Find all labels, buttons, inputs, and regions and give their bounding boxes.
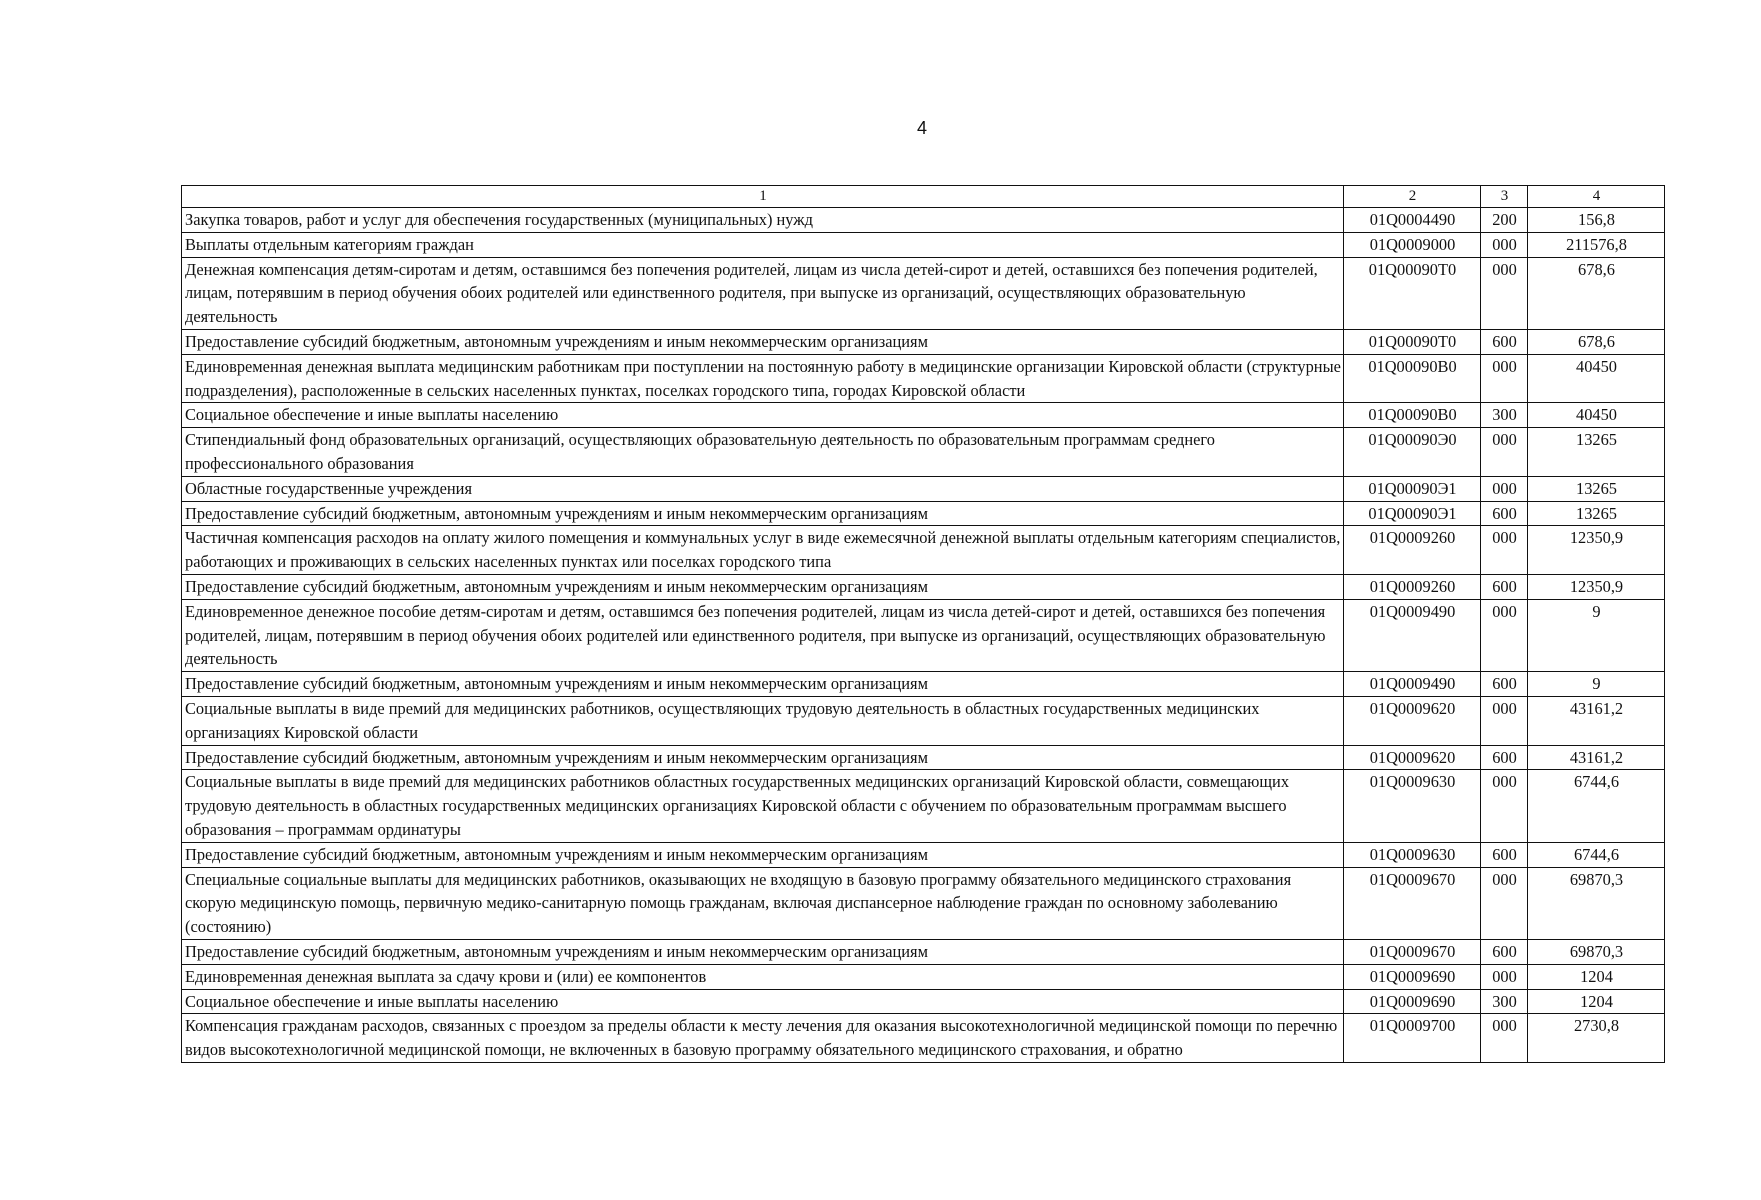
header-col-3: 3 <box>1481 186 1528 208</box>
table-row <box>182 354 1665 403</box>
item-name-cell: Социальные выплаты в виде премий для медицинских работников, осуществляющих трудовую деятельность в областных государственных медицинских организациях Кировской области <box>182 696 1344 745</box>
target-code-cell: 01Q0004490 <box>1344 208 1481 233</box>
amount-cell: 12350,9 <box>1528 526 1665 575</box>
item-name-cell: Предоставление субсидий бюджетным, автономным учреждениям и иным некоммерческим организациям <box>182 745 1344 770</box>
item-name-cell: Социальное обеспечение и иные выплаты населению <box>182 403 1344 428</box>
expense-type-cell: 000 <box>1481 257 1528 329</box>
target-code-cell: 01Q00090B0 <box>1344 354 1481 403</box>
table-row <box>182 403 1665 428</box>
item-name-cell: Единовременная денежная выплата медицинским работникам при поступлении на постоянную работу в медицинские организации Кировской области (структурные подразделения), расположенные в сельских населенных пунктах, поселках городского типа, городах Кировской области <box>182 354 1344 403</box>
table-row <box>182 501 1665 526</box>
amount-cell: 6744,6 <box>1528 770 1665 842</box>
amount-cell: 13265 <box>1528 428 1665 477</box>
target-code-cell: 01Q0009630 <box>1344 842 1481 867</box>
amount-cell: 12350,9 <box>1528 574 1665 599</box>
amount-cell: 211576,8 <box>1528 232 1665 257</box>
item-name-cell: Компенсация гражданам расходов, связанных с проездом за пределы области к месту лечения для оказания высокотехнологичной медицинской помощи по перечню видов высокотехнологичной медицинской помощи, не включенных в базовую программу обязательного медицинского страхования, и обратно <box>182 1014 1344 1063</box>
expense-type-cell: 600 <box>1481 745 1528 770</box>
item-name-cell: Предоставление субсидий бюджетным, автономным учреждениям и иным некоммерческим организациям <box>182 672 1344 697</box>
expense-type-cell: 300 <box>1481 989 1528 1014</box>
amount-cell: 156,8 <box>1528 208 1665 233</box>
table-row <box>182 696 1665 745</box>
amount-cell: 1204 <box>1528 964 1665 989</box>
item-name-cell: Частичная компенсация расходов на оплату жилого помещения и коммунальных услуг в виде ежемесячной денежной выплаты отдельным категориям специалистов, работающих и проживающих в сельских населенных пунктах или поселках городского типа <box>182 526 1344 575</box>
page-number: 4 <box>916 118 927 138</box>
item-name-cell: Единовременное денежное пособие детям-сиротам и детям, оставшимся без попечения родителей, лицам из числа детей-сирот и детей, оставшихся без попечения родителей, лицам, потерявшим в период обучения обоих родителей или единственного родителя, при выпуске из организаций, осуществляющих образовательную деятельность <box>182 599 1344 671</box>
target-code-cell: 01Q00090T0 <box>1344 257 1481 329</box>
amount-cell: 2730,8 <box>1528 1014 1665 1063</box>
table-row <box>182 208 1665 233</box>
header-col-2: 2 <box>1344 186 1481 208</box>
expense-type-cell: 600 <box>1481 329 1528 354</box>
table-row <box>182 842 1665 867</box>
item-name-cell: Предоставление субсидий бюджетным, автономным учреждениям и иным некоммерческим организациям <box>182 574 1344 599</box>
header-col-1: 1 <box>182 186 1344 208</box>
amount-cell: 69870,3 <box>1528 867 1665 939</box>
amount-cell: 1204 <box>1528 989 1665 1014</box>
expense-type-cell: 600 <box>1481 574 1528 599</box>
expense-type-cell: 200 <box>1481 208 1528 233</box>
target-code-cell: 01Q0009260 <box>1344 574 1481 599</box>
target-code-cell: 01Q0009690 <box>1344 989 1481 1014</box>
expense-type-cell: 000 <box>1481 867 1528 939</box>
amount-cell: 678,6 <box>1528 257 1665 329</box>
target-code-cell: 01Q00090Э1 <box>1344 501 1481 526</box>
target-code-cell: 01Q0009620 <box>1344 696 1481 745</box>
amount-cell: 9 <box>1528 599 1665 671</box>
item-name-cell: Единовременная денежная выплата за сдачу крови и (или) ее компонентов <box>182 964 1344 989</box>
target-code-cell: 01Q00090Э1 <box>1344 476 1481 501</box>
expense-type-cell: 000 <box>1481 770 1528 842</box>
table-row <box>182 770 1665 842</box>
item-name-cell: Предоставление субсидий бюджетным, автономным учреждениям и иным некоммерческим организациям <box>182 939 1344 964</box>
table-row <box>182 526 1665 575</box>
item-name-cell: Предоставление субсидий бюджетным, автономным учреждениям и иным некоммерческим организациям <box>182 329 1344 354</box>
expense-type-cell: 000 <box>1481 232 1528 257</box>
expense-type-cell: 000 <box>1481 354 1528 403</box>
table-row <box>182 232 1665 257</box>
item-name-cell: Специальные социальные выплаты для медицинских работников, оказывающих не входящую в базовую программу обязательного медицинского страхования скорую медицинскую помощь, первичную медико-санитарную помощь гражданам, включая диспансерное наблюдение граждан по основному заболеванию (состоянию) <box>182 867 1344 939</box>
table-row <box>182 989 1665 1014</box>
table-row <box>182 599 1665 671</box>
target-code-cell: 01Q0009490 <box>1344 599 1481 671</box>
table-header-row <box>182 186 1665 208</box>
budget-table <box>181 185 1665 1063</box>
table-row <box>182 867 1665 939</box>
table-row <box>182 428 1665 477</box>
target-code-cell: 01Q0009260 <box>1344 526 1481 575</box>
expense-type-cell: 600 <box>1481 501 1528 526</box>
amount-cell: 13265 <box>1528 476 1665 501</box>
target-code-cell: 01Q00090B0 <box>1344 403 1481 428</box>
table-row <box>182 329 1665 354</box>
target-code-cell: 01Q0009670 <box>1344 867 1481 939</box>
table-row <box>182 964 1665 989</box>
amount-cell: 9 <box>1528 672 1665 697</box>
table-row <box>182 745 1665 770</box>
target-code-cell: 01Q00090T0 <box>1344 329 1481 354</box>
target-code-cell: 01Q0009700 <box>1344 1014 1481 1063</box>
expense-type-cell: 000 <box>1481 696 1528 745</box>
table-row <box>182 672 1665 697</box>
target-code-cell: 01Q00090Э0 <box>1344 428 1481 477</box>
expense-type-cell: 000 <box>1481 964 1528 989</box>
expense-type-cell: 000 <box>1481 476 1528 501</box>
target-code-cell: 01Q0009490 <box>1344 672 1481 697</box>
item-name-cell: Предоставление субсидий бюджетным, автономным учреждениям и иным некоммерческим организациям <box>182 501 1344 526</box>
expense-type-cell: 600 <box>1481 672 1528 697</box>
expense-type-cell: 000 <box>1481 599 1528 671</box>
amount-cell: 6744,6 <box>1528 842 1665 867</box>
table-row <box>182 1014 1665 1063</box>
amount-cell: 43161,2 <box>1528 745 1665 770</box>
amount-cell: 40450 <box>1528 354 1665 403</box>
header-col-4: 4 <box>1528 186 1665 208</box>
item-name-cell: Областные государственные учреждения <box>182 476 1344 501</box>
expense-type-cell: 600 <box>1481 939 1528 964</box>
expense-type-cell: 000 <box>1481 526 1528 575</box>
amount-cell: 69870,3 <box>1528 939 1665 964</box>
expense-type-cell: 000 <box>1481 1014 1528 1063</box>
target-code-cell: 01Q0009000 <box>1344 232 1481 257</box>
table-body <box>182 208 1665 1063</box>
table-row <box>182 574 1665 599</box>
amount-cell: 678,6 <box>1528 329 1665 354</box>
expense-type-cell: 600 <box>1481 842 1528 867</box>
item-name-cell: Выплаты отдельным категориям граждан <box>182 232 1344 257</box>
item-name-cell: Предоставление субсидий бюджетным, автономным учреждениям и иным некоммерческим организациям <box>182 842 1344 867</box>
item-name-cell: Социальные выплаты в виде премий для медицинских работников областных государственных медицинских организаций Кировской области, совмещающих трудовую деятельность в областных государственных медицинских организациях Кировской области с обучением по образовательным программам высшего образования – программам ординатуры <box>182 770 1344 842</box>
table-row <box>182 257 1665 329</box>
target-code-cell: 01Q0009620 <box>1344 745 1481 770</box>
item-name-cell: Денежная компенсация детям-сиротам и детям, оставшимся без попечения родителей, лицам из числа детей-сирот и детей, оставшихся без попечения родителей, лицам, потерявшим в период обучения обоих родителей или единственного родителя, при выпуске из организаций, осуществляющих образовательную деятельность <box>182 257 1344 329</box>
target-code-cell: 01Q0009690 <box>1344 964 1481 989</box>
target-code-cell: 01Q0009670 <box>1344 939 1481 964</box>
amount-cell: 13265 <box>1528 501 1665 526</box>
item-name-cell: Стипендиальный фонд образовательных организаций, осуществляющих образовательную деятельность по образовательным программам среднего профессионального образования <box>182 428 1344 477</box>
amount-cell: 40450 <box>1528 403 1665 428</box>
item-name-cell: Закупка товаров, работ и услуг для обеспечения государственных (муниципальных) нужд <box>182 208 1344 233</box>
table-row <box>182 476 1665 501</box>
item-name-cell: Социальное обеспечение и иные выплаты населению <box>182 989 1344 1014</box>
target-code-cell: 01Q0009630 <box>1344 770 1481 842</box>
expense-type-cell: 000 <box>1481 428 1528 477</box>
amount-cell: 43161,2 <box>1528 696 1665 745</box>
expense-type-cell: 300 <box>1481 403 1528 428</box>
table-row <box>182 939 1665 964</box>
